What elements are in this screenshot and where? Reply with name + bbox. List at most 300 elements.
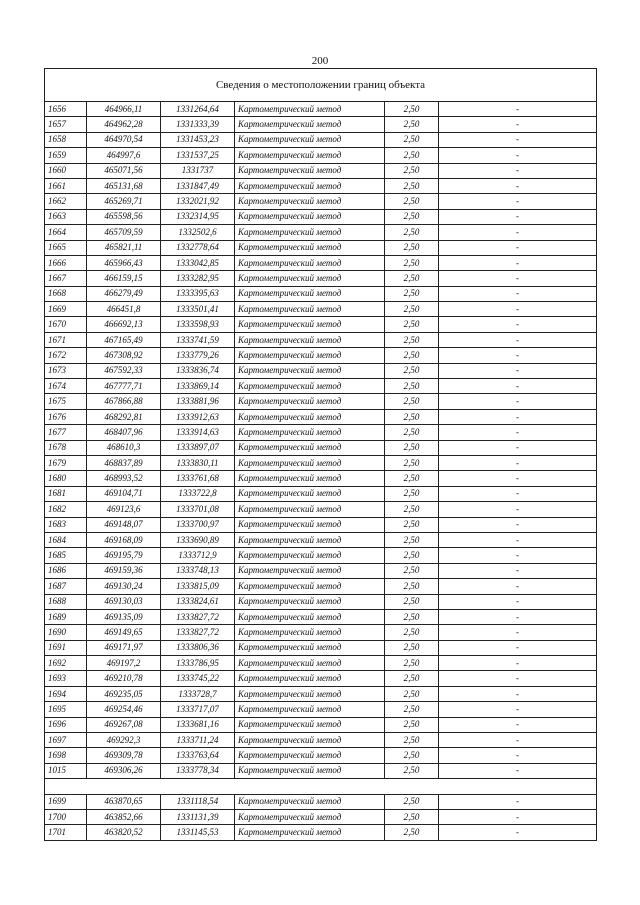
y-coordinate-cell: 1333836,74 <box>161 363 235 378</box>
point-number-cell: 1673 <box>45 363 87 378</box>
accuracy-cell: 2,50 <box>385 717 439 732</box>
note-cell: - <box>439 594 597 609</box>
table-row <box>45 563 597 578</box>
x-coordinate-cell: 469104,71 <box>87 486 161 501</box>
method-cell: Картометрический метод <box>235 286 385 301</box>
y-coordinate-cell: 1333690,89 <box>161 532 235 547</box>
point-number-cell: 1660 <box>45 163 87 178</box>
accuracy-cell: 2,50 <box>385 763 439 778</box>
note-cell: - <box>439 794 597 809</box>
accuracy-cell: 2,50 <box>385 178 439 193</box>
point-number-cell: 1685 <box>45 548 87 563</box>
point-number-cell: 1658 <box>45 132 87 147</box>
note-cell: - <box>439 625 597 640</box>
accuracy-cell: 2,50 <box>385 225 439 240</box>
point-number-cell: 1666 <box>45 255 87 270</box>
table-row <box>45 640 597 655</box>
accuracy-cell: 2,50 <box>385 702 439 717</box>
y-coordinate-cell: 1333748,13 <box>161 563 235 578</box>
note-cell: - <box>439 225 597 240</box>
point-number-cell: 1681 <box>45 486 87 501</box>
note-cell: - <box>439 455 597 470</box>
table-row <box>45 255 597 270</box>
accuracy-cell: 2,50 <box>385 671 439 686</box>
y-coordinate-cell: 1333741,59 <box>161 332 235 347</box>
y-coordinate-cell: 1333815,09 <box>161 579 235 594</box>
x-coordinate-cell: 469306,26 <box>87 763 161 778</box>
x-coordinate-cell: 469130,03 <box>87 594 161 609</box>
method-cell: Картометрический метод <box>235 733 385 748</box>
method-cell: Картометрический метод <box>235 194 385 209</box>
accuracy-cell: 2,50 <box>385 255 439 270</box>
table-row <box>45 286 597 301</box>
note-cell: - <box>439 440 597 455</box>
note-cell: - <box>439 317 597 332</box>
method-cell: Картометрический метод <box>235 609 385 624</box>
x-coordinate-cell: 469254,46 <box>87 702 161 717</box>
y-coordinate-cell: 1333806,36 <box>161 640 235 655</box>
note-cell: - <box>439 379 597 394</box>
y-coordinate-cell: 1333042,85 <box>161 255 235 270</box>
point-number-cell: 1662 <box>45 194 87 209</box>
accuracy-cell: 2,50 <box>385 686 439 701</box>
y-coordinate-cell: 1333700,97 <box>161 517 235 532</box>
table-row <box>45 440 597 455</box>
accuracy-cell: 2,50 <box>385 471 439 486</box>
y-coordinate-cell: 1331131,39 <box>161 809 235 824</box>
point-number-cell: 1693 <box>45 671 87 686</box>
point-number-cell: 1692 <box>45 656 87 671</box>
method-cell: Картометрический метод <box>235 163 385 178</box>
point-number-cell: 1664 <box>45 225 87 240</box>
x-coordinate-cell: 465131,68 <box>87 178 161 193</box>
accuracy-cell: 2,50 <box>385 640 439 655</box>
accuracy-cell: 2,50 <box>385 117 439 132</box>
x-coordinate-cell: 463870,65 <box>87 794 161 809</box>
y-coordinate-cell: 1333681,16 <box>161 717 235 732</box>
x-coordinate-cell: 467165,49 <box>87 332 161 347</box>
note-cell: - <box>439 609 597 624</box>
x-coordinate-cell: 466692,13 <box>87 317 161 332</box>
point-number-cell: 1689 <box>45 609 87 624</box>
note-cell: - <box>439 394 597 409</box>
x-coordinate-cell: 469309,78 <box>87 748 161 763</box>
method-cell: Картометрический метод <box>235 532 385 547</box>
method-cell: Картометрический метод <box>235 225 385 240</box>
accuracy-cell: 2,50 <box>385 532 439 547</box>
point-number-cell: 1687 <box>45 579 87 594</box>
note-cell: - <box>439 409 597 424</box>
note-cell: - <box>439 102 597 117</box>
y-coordinate-cell: 1333912,63 <box>161 409 235 424</box>
note-cell: - <box>439 671 597 686</box>
point-number-cell: 1686 <box>45 563 87 578</box>
point-number-cell: 1669 <box>45 302 87 317</box>
y-coordinate-cell: 1331453,23 <box>161 132 235 147</box>
table-row <box>45 348 597 363</box>
note-cell: - <box>439 763 597 778</box>
note-cell: - <box>439 656 597 671</box>
y-coordinate-cell: 1332314,95 <box>161 209 235 224</box>
note-cell: - <box>439 733 597 748</box>
note-cell: - <box>439 194 597 209</box>
x-coordinate-cell: 463852,66 <box>87 809 161 824</box>
accuracy-cell: 2,50 <box>385 825 439 840</box>
note-cell: - <box>439 425 597 440</box>
accuracy-cell: 2,50 <box>385 271 439 286</box>
point-number-cell: 1678 <box>45 440 87 455</box>
x-coordinate-cell: 469292,3 <box>87 733 161 748</box>
y-coordinate-cell: 1333914,63 <box>161 425 235 440</box>
boundary-coordinates-table <box>44 68 597 841</box>
accuracy-cell: 2,50 <box>385 379 439 394</box>
accuracy-cell: 2,50 <box>385 748 439 763</box>
x-coordinate-cell: 469197,2 <box>87 656 161 671</box>
note-cell: - <box>439 579 597 594</box>
point-number-cell: 1688 <box>45 594 87 609</box>
x-coordinate-cell: 468610,3 <box>87 440 161 455</box>
point-number-cell: 1701 <box>45 825 87 840</box>
y-coordinate-cell: 1333778,34 <box>161 763 235 778</box>
table-row <box>45 486 597 501</box>
method-cell: Картометрический метод <box>235 148 385 163</box>
table-row <box>45 671 597 686</box>
x-coordinate-cell: 469210,78 <box>87 671 161 686</box>
y-coordinate-cell: 1332502,6 <box>161 225 235 240</box>
accuracy-cell: 2,50 <box>385 440 439 455</box>
y-coordinate-cell: 1333830,11 <box>161 455 235 470</box>
table-row <box>45 363 597 378</box>
x-coordinate-cell: 469135,09 <box>87 609 161 624</box>
note-cell: - <box>439 502 597 517</box>
x-coordinate-cell: 466451,8 <box>87 302 161 317</box>
point-number-cell: 1684 <box>45 532 87 547</box>
note-cell: - <box>439 486 597 501</box>
point-number-cell: 1696 <box>45 717 87 732</box>
x-coordinate-cell: 468407,96 <box>87 425 161 440</box>
method-cell: Картометрический метод <box>235 763 385 778</box>
point-number-cell: 1670 <box>45 317 87 332</box>
point-number-cell: 1697 <box>45 733 87 748</box>
y-coordinate-cell: 1331145,53 <box>161 825 235 840</box>
table-row <box>45 809 597 824</box>
x-coordinate-cell: 469123,6 <box>87 502 161 517</box>
table-row <box>45 717 597 732</box>
table-row <box>45 302 597 317</box>
y-coordinate-cell: 1333712,9 <box>161 548 235 563</box>
note-cell: - <box>439 209 597 224</box>
method-cell: Картометрический метод <box>235 640 385 655</box>
x-coordinate-cell: 469148,07 <box>87 517 161 532</box>
gap-cell <box>45 779 597 794</box>
table-row <box>45 579 597 594</box>
method-cell: Картометрический метод <box>235 332 385 347</box>
accuracy-cell: 2,50 <box>385 594 439 609</box>
accuracy-cell: 2,50 <box>385 733 439 748</box>
method-cell: Картометрический метод <box>235 425 385 440</box>
x-coordinate-cell: 465709,59 <box>87 225 161 240</box>
method-cell: Картометрический метод <box>235 809 385 824</box>
x-coordinate-cell: 467308,92 <box>87 348 161 363</box>
table-row <box>45 748 597 763</box>
accuracy-cell: 2,50 <box>385 332 439 347</box>
table-row <box>45 455 597 470</box>
note-cell: - <box>439 825 597 840</box>
y-coordinate-cell: 1333897,07 <box>161 440 235 455</box>
accuracy-cell: 2,50 <box>385 563 439 578</box>
method-cell: Картометрический метод <box>235 563 385 578</box>
note-cell: - <box>439 548 597 563</box>
x-coordinate-cell: 469159,36 <box>87 563 161 578</box>
y-coordinate-cell: 1333501,41 <box>161 302 235 317</box>
y-coordinate-cell: 1333717,07 <box>161 702 235 717</box>
point-number-cell: 1663 <box>45 209 87 224</box>
x-coordinate-cell: 468292,81 <box>87 409 161 424</box>
point-number-cell: 1659 <box>45 148 87 163</box>
accuracy-cell: 2,50 <box>385 348 439 363</box>
table-row <box>45 409 597 424</box>
y-coordinate-cell: 1333763,64 <box>161 748 235 763</box>
y-coordinate-cell: 1333761,68 <box>161 471 235 486</box>
accuracy-cell: 2,50 <box>385 625 439 640</box>
point-number-cell: 1657 <box>45 117 87 132</box>
method-cell: Картометрический метод <box>235 209 385 224</box>
note-cell: - <box>439 178 597 193</box>
point-number-cell: 1695 <box>45 702 87 717</box>
point-number-cell: 1698 <box>45 748 87 763</box>
point-number-cell: 1668 <box>45 286 87 301</box>
method-cell: Картометрический метод <box>235 625 385 640</box>
accuracy-cell: 2,50 <box>385 194 439 209</box>
method-cell: Картометрический метод <box>235 348 385 363</box>
method-cell: Картометрический метод <box>235 255 385 270</box>
x-coordinate-cell: 469195,79 <box>87 548 161 563</box>
accuracy-cell: 2,50 <box>385 102 439 117</box>
x-coordinate-cell: 469168,09 <box>87 532 161 547</box>
table-row <box>45 178 597 193</box>
method-cell: Картометрический метод <box>235 240 385 255</box>
note-cell: - <box>439 517 597 532</box>
method-cell: Картометрический метод <box>235 686 385 701</box>
table-row <box>45 825 597 840</box>
method-cell: Картометрический метод <box>235 748 385 763</box>
accuracy-cell: 2,50 <box>385 809 439 824</box>
note-cell: - <box>439 255 597 270</box>
method-cell: Картометрический метод <box>235 117 385 132</box>
y-coordinate-cell: 1333869,14 <box>161 379 235 394</box>
note-cell: - <box>439 348 597 363</box>
note-cell: - <box>439 809 597 824</box>
x-coordinate-cell: 466159,15 <box>87 271 161 286</box>
note-cell: - <box>439 286 597 301</box>
x-coordinate-cell: 469130,24 <box>87 579 161 594</box>
point-number-cell: 1690 <box>45 625 87 640</box>
accuracy-cell: 2,50 <box>385 286 439 301</box>
table-row <box>45 163 597 178</box>
x-coordinate-cell: 469267,08 <box>87 717 161 732</box>
point-number-cell: 1674 <box>45 379 87 394</box>
point-number-cell: 1661 <box>45 178 87 193</box>
note-cell: - <box>439 132 597 147</box>
x-coordinate-cell: 467592,33 <box>87 363 161 378</box>
note-cell: - <box>439 686 597 701</box>
table-row <box>45 763 597 778</box>
note-cell: - <box>439 240 597 255</box>
method-cell: Картометрический метод <box>235 671 385 686</box>
method-cell: Картометрический метод <box>235 440 385 455</box>
table-row <box>45 686 597 701</box>
x-coordinate-cell: 469235,05 <box>87 686 161 701</box>
table-row <box>45 594 597 609</box>
x-coordinate-cell: 466279,49 <box>87 286 161 301</box>
table-row <box>45 548 597 563</box>
method-cell: Картометрический метод <box>235 471 385 486</box>
method-cell: Картометрический метод <box>235 579 385 594</box>
method-cell: Картометрический метод <box>235 317 385 332</box>
table-row <box>45 117 597 132</box>
y-coordinate-cell: 1331118,54 <box>161 794 235 809</box>
method-cell: Картометрический метод <box>235 702 385 717</box>
accuracy-cell: 2,50 <box>385 486 439 501</box>
note-cell: - <box>439 532 597 547</box>
y-coordinate-cell: 1331847,49 <box>161 178 235 193</box>
y-coordinate-cell: 1333711,24 <box>161 733 235 748</box>
y-coordinate-cell: 1331737 <box>161 163 235 178</box>
accuracy-cell: 2,50 <box>385 209 439 224</box>
point-number-cell: 1680 <box>45 471 87 486</box>
y-coordinate-cell: 1333881,96 <box>161 394 235 409</box>
accuracy-cell: 2,50 <box>385 579 439 594</box>
y-coordinate-cell: 1333598,93 <box>161 317 235 332</box>
y-coordinate-cell: 1331264,64 <box>161 102 235 117</box>
point-number-cell: 1676 <box>45 409 87 424</box>
x-coordinate-cell: 468837,89 <box>87 455 161 470</box>
note-cell: - <box>439 717 597 732</box>
table-row <box>45 102 597 117</box>
point-number-cell: 1679 <box>45 455 87 470</box>
point-number-cell: 1691 <box>45 640 87 655</box>
y-coordinate-cell: 1333824,61 <box>161 594 235 609</box>
method-cell: Картометрический метод <box>235 825 385 840</box>
note-cell: - <box>439 302 597 317</box>
x-coordinate-cell: 463820,52 <box>87 825 161 840</box>
y-coordinate-cell: 1333745,22 <box>161 671 235 686</box>
table-row <box>45 794 597 809</box>
accuracy-cell: 2,50 <box>385 455 439 470</box>
method-cell: Картометрический метод <box>235 455 385 470</box>
x-coordinate-cell: 469149,65 <box>87 625 161 640</box>
accuracy-cell: 2,50 <box>385 148 439 163</box>
table-caption: Сведения о местоположении границ объекта <box>45 69 597 102</box>
note-cell: - <box>439 332 597 347</box>
point-number-cell: 1671 <box>45 332 87 347</box>
x-coordinate-cell: 465598,56 <box>87 209 161 224</box>
table-caption-row <box>45 69 597 102</box>
y-coordinate-cell: 1333779,26 <box>161 348 235 363</box>
x-coordinate-cell: 464997,6 <box>87 148 161 163</box>
table-row <box>45 209 597 224</box>
point-number-cell: 1694 <box>45 686 87 701</box>
table-gap-row <box>45 779 597 794</box>
accuracy-cell: 2,50 <box>385 409 439 424</box>
accuracy-cell: 2,50 <box>385 317 439 332</box>
method-cell: Картометрический метод <box>235 102 385 117</box>
method-cell: Картометрический метод <box>235 502 385 517</box>
table-row <box>45 240 597 255</box>
point-number-cell: 1675 <box>45 394 87 409</box>
accuracy-cell: 2,50 <box>385 794 439 809</box>
accuracy-cell: 2,50 <box>385 425 439 440</box>
y-coordinate-cell: 1331333,39 <box>161 117 235 132</box>
y-coordinate-cell: 1333395,63 <box>161 286 235 301</box>
method-cell: Картометрический метод <box>235 794 385 809</box>
x-coordinate-cell: 465269,71 <box>87 194 161 209</box>
point-number-cell: 1667 <box>45 271 87 286</box>
method-cell: Картометрический метод <box>235 656 385 671</box>
x-coordinate-cell: 465071,56 <box>87 163 161 178</box>
point-number-cell: 1656 <box>45 102 87 117</box>
table-row <box>45 271 597 286</box>
table-row <box>45 733 597 748</box>
table-row <box>45 702 597 717</box>
table-row <box>45 394 597 409</box>
method-cell: Картометрический метод <box>235 409 385 424</box>
x-coordinate-cell: 467866,88 <box>87 394 161 409</box>
point-number-cell: 1683 <box>45 517 87 532</box>
accuracy-cell: 2,50 <box>385 517 439 532</box>
note-cell: - <box>439 702 597 717</box>
note-cell: - <box>439 271 597 286</box>
note-cell: - <box>439 163 597 178</box>
table-row <box>45 532 597 547</box>
note-cell: - <box>439 363 597 378</box>
table-row <box>45 332 597 347</box>
point-number-cell: 1682 <box>45 502 87 517</box>
method-cell: Картометрический метод <box>235 379 385 394</box>
y-coordinate-cell: 1333722,8 <box>161 486 235 501</box>
y-coordinate-cell: 1332021,92 <box>161 194 235 209</box>
method-cell: Картометрический метод <box>235 486 385 501</box>
x-coordinate-cell: 467777,71 <box>87 379 161 394</box>
table-row <box>45 609 597 624</box>
method-cell: Картометрический метод <box>235 594 385 609</box>
accuracy-cell: 2,50 <box>385 548 439 563</box>
note-cell: - <box>439 117 597 132</box>
method-cell: Картометрический метод <box>235 517 385 532</box>
table-row <box>45 502 597 517</box>
method-cell: Картометрический метод <box>235 132 385 147</box>
accuracy-cell: 2,50 <box>385 609 439 624</box>
point-number-cell: 1700 <box>45 809 87 824</box>
method-cell: Картометрический метод <box>235 271 385 286</box>
x-coordinate-cell: 468993,52 <box>87 471 161 486</box>
table-row <box>45 148 597 163</box>
table-row <box>45 471 597 486</box>
point-number-cell: 1699 <box>45 794 87 809</box>
y-coordinate-cell: 1332778,64 <box>161 240 235 255</box>
y-coordinate-cell: 1333786,95 <box>161 656 235 671</box>
x-coordinate-cell: 464962,28 <box>87 117 161 132</box>
note-cell: - <box>439 640 597 655</box>
accuracy-cell: 2,50 <box>385 363 439 378</box>
note-cell: - <box>439 471 597 486</box>
accuracy-cell: 2,50 <box>385 302 439 317</box>
x-coordinate-cell: 465966,43 <box>87 255 161 270</box>
method-cell: Картометрический метод <box>235 548 385 563</box>
accuracy-cell: 2,50 <box>385 502 439 517</box>
accuracy-cell: 2,50 <box>385 163 439 178</box>
table-row <box>45 194 597 209</box>
